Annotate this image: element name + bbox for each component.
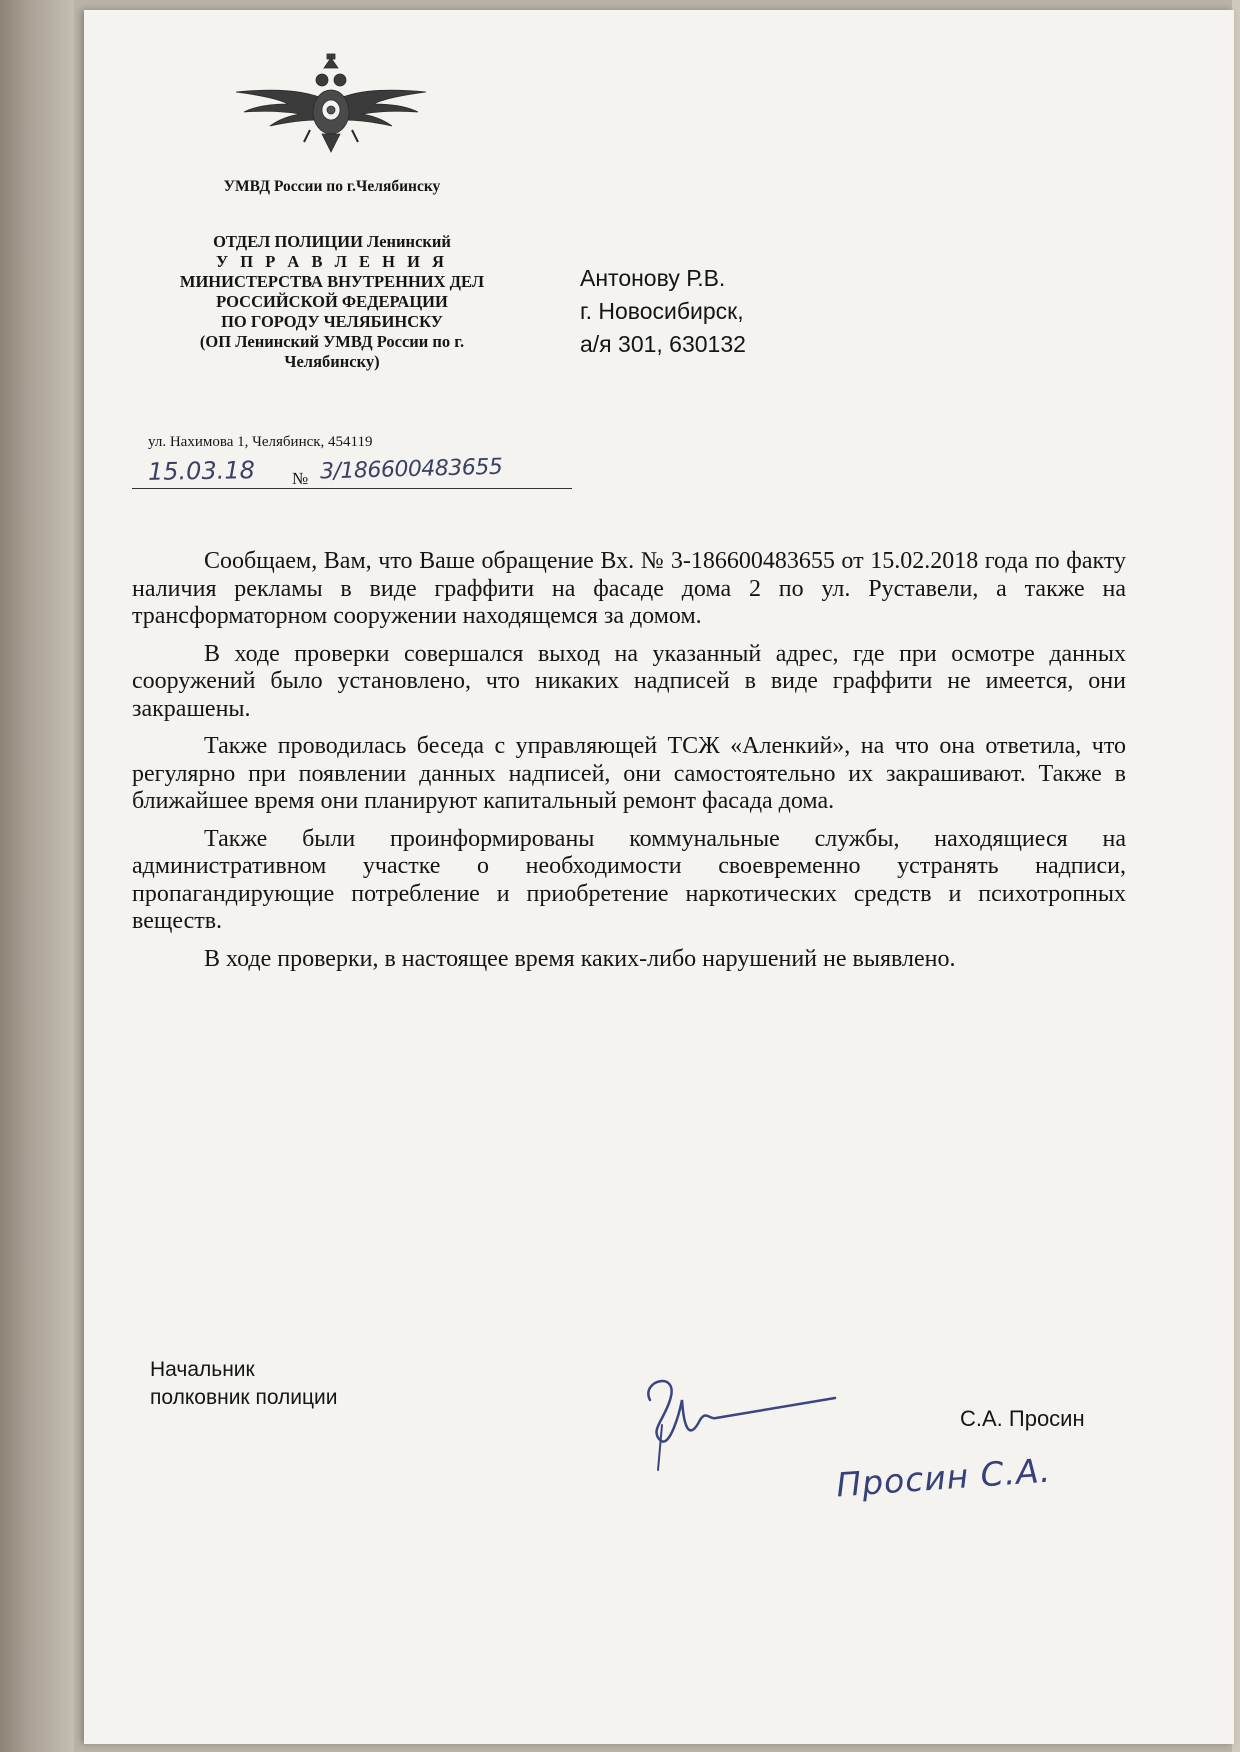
signer-name: С.А. Просин xyxy=(960,1406,1085,1431)
binding-edge xyxy=(0,0,74,1752)
agency-name: УМВД России по г.Челябинску xyxy=(223,178,441,195)
reference-underline xyxy=(132,488,572,489)
recipient-city: г. Новосибирск, xyxy=(580,298,744,324)
department-block xyxy=(84,232,580,372)
signature-scribble xyxy=(620,1370,840,1480)
signer-rank: полковник полиции xyxy=(150,1386,338,1409)
handwritten-date: 15.03.18 xyxy=(147,456,256,486)
department-line: (ОП Ленинский УМВД России по г. xyxy=(199,332,465,351)
body-paragraph: Также проводилась беседа с управляющей ТСЖ «Аленкий», на что она ответила, что регулярно при появлении данных надписей, они самостоятельно их закрашивают. Также в ближайшее время они планируют капитальный ремонт фасада дома. xyxy=(132,733,1126,814)
body-paragraph: Также были проинформированы коммунальные службы, находящиеся на административном участке о необходимости своевременно устранять надписи, пропагандирующие потребление и приобретение наркотических средств и психотропных веществ. xyxy=(132,825,1126,934)
recipient-pobox: а/я 301, 630132 xyxy=(580,331,746,357)
sender-address: ул. Нахимова 1, Челябинск, 454119 xyxy=(148,434,373,450)
outgoing-reference xyxy=(132,454,572,489)
department-line: У П Р А В Л Е Н И Я xyxy=(216,252,448,271)
mvd-emblem-icon xyxy=(226,50,436,160)
department-line: ПО ГОРОДУ ЧЕЛЯБИНСКУ xyxy=(221,312,443,331)
handwritten-signer-name: Просин С.А. xyxy=(834,1450,1053,1505)
recipient-block xyxy=(580,262,746,361)
handwritten-number: 3/186600483655 xyxy=(319,454,503,485)
department-line: РОССИЙСКОЙ ФЕДЕРАЦИИ xyxy=(216,292,448,311)
department-line: Челябинску) xyxy=(284,352,380,371)
letter-page xyxy=(84,10,1234,1744)
recipient-name: Антонову Р.В. xyxy=(580,265,726,291)
body-paragraph: В ходе проверки совершался выход на указанный адрес, где при осмотре данных сооружений было установлено, что никаких надписей в виде граффити не имеется, они закрашены. xyxy=(132,640,1126,722)
body-paragraph: Сообщаем, Вам, что Ваше обращение Вх. № 3-186600483655 от 15.02.2018 года по факту наличия рекламы в виде граффити на фасаде дома 2 по ул. Руставели, а также на трансформаторном сооружении находящемся за домом. xyxy=(132,548,1126,629)
letter-body xyxy=(132,548,1126,983)
number-sign: № xyxy=(292,469,309,488)
department-line: ОТДЕЛ ПОЛИЦИИ Ленинский xyxy=(213,232,451,251)
body-paragraph: В ходе проверки, в настоящее время каких-либо нарушений не выявлено. xyxy=(204,945,956,972)
signer-title xyxy=(150,1356,338,1412)
department-line: МИНИСТЕРСТВА ВНУТРЕННИХ ДЕЛ xyxy=(179,272,485,291)
signer-position: Начальник xyxy=(150,1358,255,1381)
